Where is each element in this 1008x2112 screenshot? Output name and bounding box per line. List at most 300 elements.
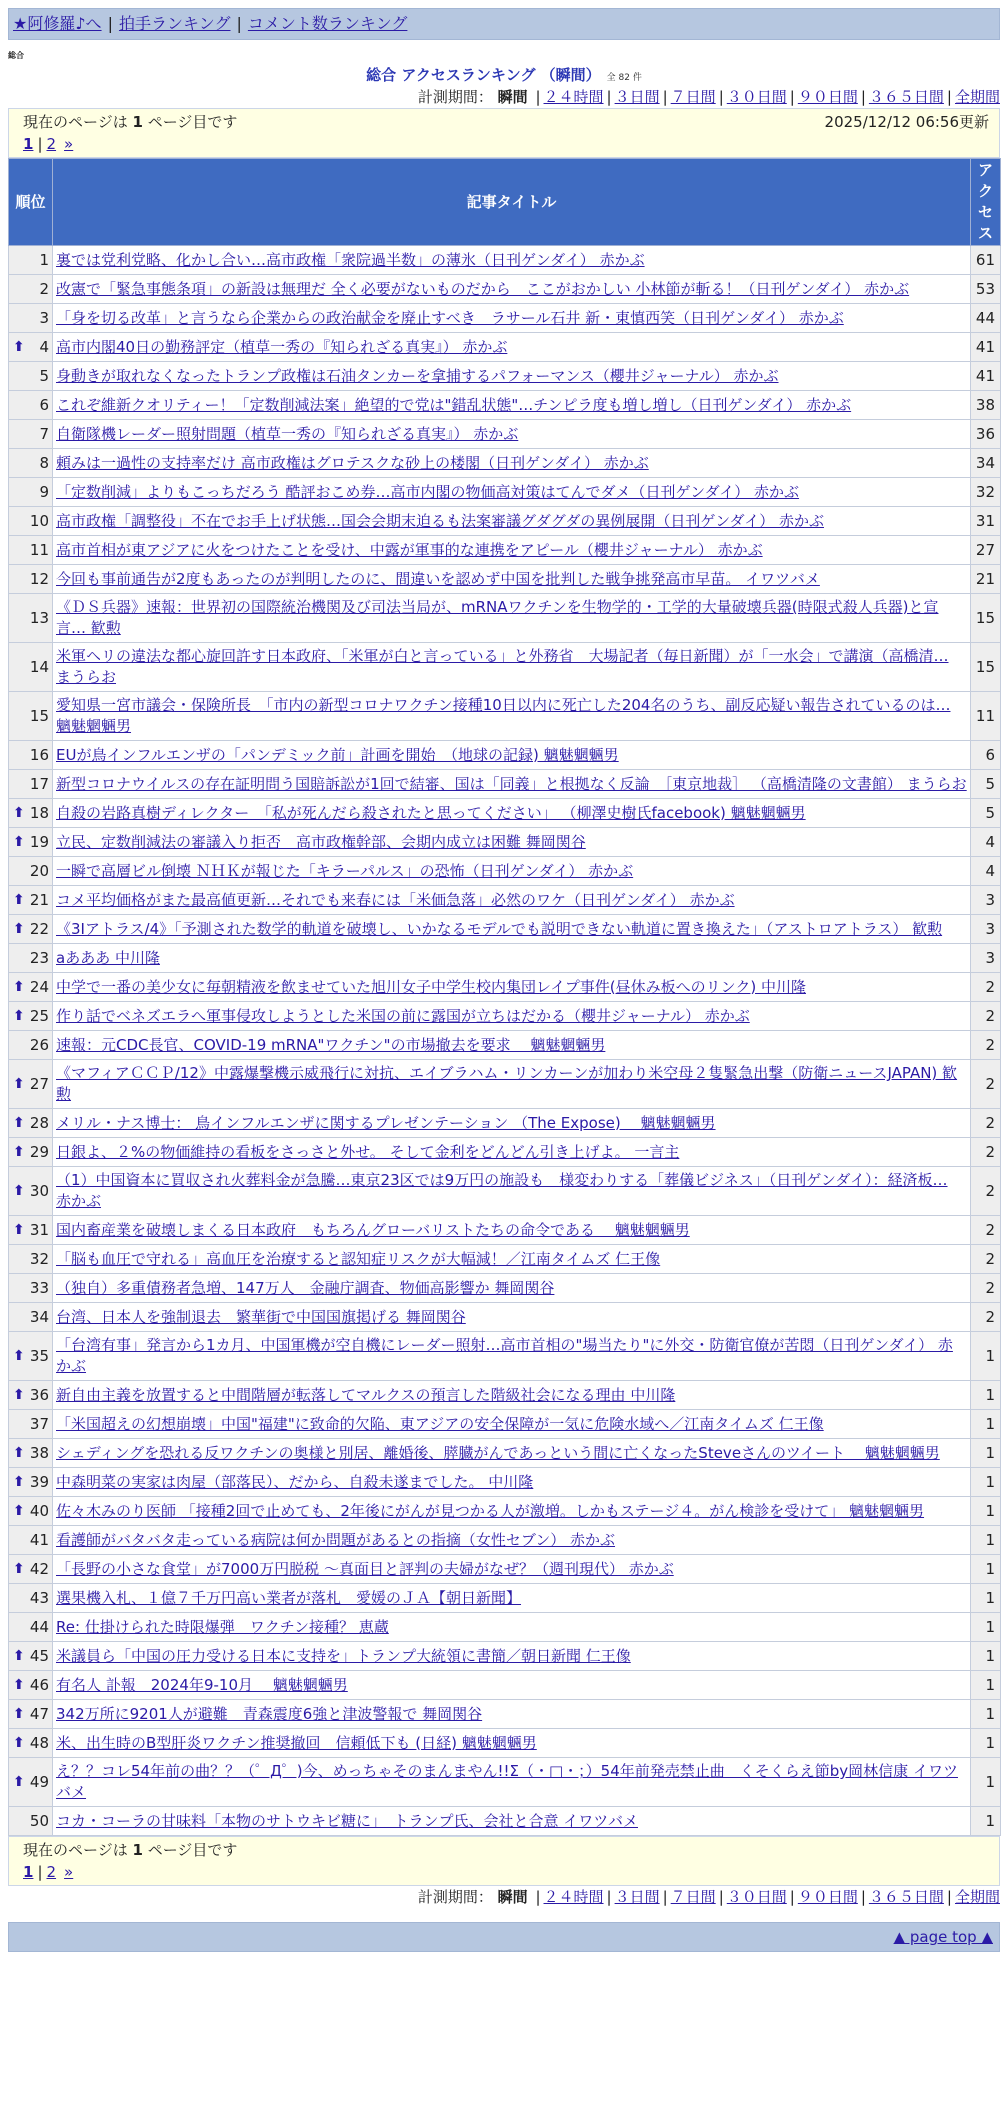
article-link[interactable]: 選果機入札、１億７千万円高い業者が落札 愛媛のＪＡ【朝日新聞】: [56, 1588, 522, 1607]
rank-cell: [9, 1613, 53, 1642]
table-row: [9, 1555, 1001, 1584]
access-count: 2: [971, 1060, 1001, 1109]
rank-number: 14: [29, 657, 49, 676]
title-cell: [53, 799, 971, 828]
rank-cell: [9, 304, 53, 333]
access-count: 1: [971, 1526, 1001, 1555]
article-link[interactable]: 日銀よ、２%の物価維持の看板をさっさと外せ。 そして金利をどんどん引き上げよ。 一言主: [56, 1142, 680, 1161]
article-link[interactable]: 米軍ヘリの違法な都心旋回許す日本政府、「米軍が白と言っている」と外務省 大場記者（毎日新聞）が「一水会」で講演（高橋清… まうらお: [56, 647, 949, 686]
table-row: [9, 692, 1001, 741]
article-link[interactable]: 裏では党利党略、化かし合い…高市政権「衆院過半数」の薄氷（日刊ゲンダイ） 赤かぶ: [56, 250, 645, 269]
access-count: 1: [971, 1729, 1001, 1758]
table-row: [9, 362, 1001, 391]
rank-cell: [9, 1381, 53, 1410]
rank-cell: [9, 362, 53, 391]
period-separator: |: [662, 1888, 668, 1906]
rank-cell: [9, 973, 53, 1002]
access-count: 36: [971, 420, 1001, 449]
period-separator: |: [535, 88, 541, 106]
access-count: 32: [971, 478, 1001, 507]
access-count: 1: [971, 1642, 1001, 1671]
rank-cell: [9, 391, 53, 420]
up-arrow-icon: ⬆: [13, 1386, 25, 1403]
rank-number: 3: [39, 308, 49, 327]
rank-number: 8: [39, 453, 49, 472]
period-selector-bottom: [8, 1886, 1000, 1908]
rank-cell: [9, 1584, 53, 1613]
title-cell: [53, 857, 971, 886]
rank-number: 9: [39, 482, 49, 501]
article-link[interactable]: 「定数削減」よりもこっちだろう 酷評おこめ券…高市内閣の物価高対策はてんでダメ（日刊ゲンダイ） 赤かぶ: [56, 482, 800, 501]
period-option-link[interactable]: ２４時間: [543, 88, 604, 106]
table-row: [9, 1109, 1001, 1138]
home-link[interactable]: ★阿修羅♪へ: [13, 14, 102, 33]
up-arrow-icon: ⬆: [13, 1560, 25, 1577]
rank-cell: [9, 886, 53, 915]
up-arrow-icon: ⬆: [13, 1705, 25, 1722]
rank-number: 35: [29, 1346, 49, 1365]
title-cell: [53, 973, 971, 1002]
rank-number: 36: [29, 1385, 49, 1404]
clap-ranking-link[interactable]: 拍手ランキング: [118, 14, 231, 33]
article-link[interactable]: 作り話でベネズエラへ軍事侵攻しようとした米国の前に露国が立ちはだかる（櫻井ジャーナル） 赤かぶ: [56, 1006, 750, 1025]
period-separator: |: [946, 88, 952, 106]
table-row: [9, 886, 1001, 915]
rank-cell: [9, 1526, 53, 1555]
article-link[interactable]: 頼みは一過性の支持率だけ 高市政権はグロテスクな砂上の楼閣（日刊ゲンダイ） 赤かぶ: [56, 453, 649, 472]
title-cell: [53, 828, 971, 857]
access-count: 41: [971, 333, 1001, 362]
rank-cell: [9, 1245, 53, 1274]
rank-cell: [9, 1138, 53, 1167]
page-link-current[interactable]: 1: [23, 1863, 34, 1881]
up-arrow-icon: ⬆: [13, 1114, 25, 1131]
up-arrow-icon: ⬆: [13, 1444, 25, 1461]
table-row: [9, 1060, 1001, 1109]
period-options: [532, 88, 1000, 106]
title-cell: [53, 915, 971, 944]
title-cell: [53, 1758, 971, 1807]
rank-number: 4: [39, 337, 49, 356]
article-link[interactable]: え？？コレ54年前の曲？？（゜Д゜)今、めっちゃそのまんまやん!!Σ（・□・；）54年前発売禁止曲 くそくらえ節by岡林信康 イワツバメ: [56, 1762, 958, 1801]
access-count: 2: [971, 1167, 1001, 1216]
access-count: 27: [971, 536, 1001, 565]
rank-number: 23: [29, 948, 49, 967]
period-option-link[interactable]: ３６５日間: [868, 1888, 944, 1906]
up-arrow-icon: ⬆: [13, 833, 25, 850]
table-row: [9, 1700, 1001, 1729]
title-cell: [53, 1138, 971, 1167]
article-link[interactable]: 《マフィアＣＣＰ/12》中露爆撃機示威飛行に対抗、エイブラハム・リンカーンが加わり米空母２隻緊急出撃（防衛ニュースJAPAN) 歓勲: [56, 1064, 958, 1103]
article-link[interactable]: 有名人 訃報 2024年9-10月 魑魅魍魎男: [56, 1675, 348, 1694]
title-cell: [53, 246, 971, 275]
title-cell: [53, 420, 971, 449]
rank-number: 48: [29, 1733, 49, 1752]
table-row: [9, 1497, 1001, 1526]
rank-number: 34: [29, 1307, 49, 1326]
up-arrow-icon: ⬆: [13, 338, 25, 355]
page-top-link[interactable]: ▲ page top ▲: [893, 1928, 993, 1946]
article-link[interactable]: 「脳も血圧で守れる」高血圧を治療すると認知症リスクが大幅減！／江南タイムズ 仁王像: [56, 1249, 661, 1268]
article-link[interactable]: 高市首相が東アジアに火をつけたことを受け、中露が軍事的な連携をアピール（櫻井ジャーナル） 赤かぶ: [56, 540, 763, 559]
period-label: 計測期間：: [417, 1888, 493, 1906]
item-count: 全 82 件: [606, 73, 642, 83]
rank-number: 31: [29, 1220, 49, 1239]
access-count: 1: [971, 1807, 1001, 1836]
table-row: [9, 1439, 1001, 1468]
access-count: 31: [971, 507, 1001, 536]
article-link[interactable]: 342万所に9201人が避難 青森震度6強と津波警報で 舞岡関谷: [56, 1704, 483, 1723]
ranking-rows: [9, 246, 1001, 1836]
article-link[interactable]: 国内畜産業を破壊しまくる日本政府 もちろんグローバリストたちの命令である 魑魅魍魎男: [56, 1220, 690, 1239]
table-row: [9, 1245, 1001, 1274]
comment-ranking-link[interactable]: コメント数ランキング: [247, 14, 408, 33]
title-cell: [53, 741, 971, 770]
rank-cell: [9, 1031, 53, 1060]
pager-separator: |: [37, 135, 43, 153]
rank-cell: [9, 1671, 53, 1700]
period-option-link[interactable]: ３０日間: [726, 88, 787, 106]
access-count: 1: [971, 1381, 1001, 1410]
rank-number: 1: [39, 250, 49, 269]
rank-number: 27: [29, 1074, 49, 1093]
rank-number: 15: [29, 706, 49, 725]
article-link[interactable]: 看護師がバタバタ走っている病院は何か問題があるとの指摘（女性セブン） 赤かぶ: [56, 1530, 616, 1549]
table-row: [9, 1216, 1001, 1245]
title-cell: [53, 1497, 971, 1526]
next-page-link[interactable]: »: [64, 135, 74, 153]
access-count: 2: [971, 1138, 1001, 1167]
up-arrow-icon: ⬆: [13, 891, 25, 908]
up-arrow-icon: ⬆: [13, 804, 25, 821]
access-count: 1: [971, 1700, 1001, 1729]
rank-number: 49: [29, 1772, 49, 1791]
period-option-link[interactable]: 全期間: [954, 88, 1000, 106]
title-cell: [53, 391, 971, 420]
article-link[interactable]: 中学で一番の美少女に毎朝精液を飲ませていた旭川女子中学生校内集団レイプ事件(昼休み板へのリンク) 中川隆: [56, 977, 806, 996]
period-separator: |: [718, 1888, 724, 1906]
article-link[interactable]: （1）中国資本に買収され火葬料金が急騰…東京23区では9万円の施設も 様変わりする「葬儀ビジネス」（日刊ゲンダイ）：経済板… 赤かぶ: [56, 1171, 948, 1210]
title-cell: [53, 1613, 971, 1642]
table-row: [9, 1381, 1001, 1410]
article-link[interactable]: 米、出生時のB型肝炎ワクチン推奨撤回 信頼低下も (日経) 魑魅魍魎男: [56, 1733, 537, 1752]
article-link[interactable]: 自衛隊機レーダー照射問題（植草一秀の『知られざる真実』） 赤かぶ: [56, 424, 519, 443]
table-row: [9, 478, 1001, 507]
rank-number: 50: [29, 1811, 49, 1830]
page-link[interactable]: 2: [46, 135, 57, 153]
rank-cell: [9, 1216, 53, 1245]
article-link[interactable]: 「米国超えの幻想崩壊」中国"福建"に致命的欠陥、東アジアの安全保障が一気に危険水域へ／江南タイムズ 仁王像: [56, 1414, 824, 1433]
access-count: 1: [971, 1332, 1001, 1381]
period-option-link[interactable]: ２４時間: [543, 1888, 604, 1906]
title-cell: [53, 1060, 971, 1109]
rank-number: 17: [29, 774, 49, 793]
up-arrow-icon: ⬆: [13, 1676, 25, 1693]
rank-number: 19: [29, 832, 49, 851]
article-link[interactable]: 「身を切る改革」と言うなら企業からの政治献金を廃止すべき ラサール石井 新・東慎西笑（日刊ゲンダイ） 赤かぶ: [56, 308, 844, 327]
article-link[interactable]: 新型コロナウイルスの存在証明問う国賠訴訟が1回で結審、国は「同義」と根拠なく反論 ［東京地裁］ （高橋清隆の文書館） まうらお: [56, 774, 967, 793]
rank-number: 2: [39, 279, 49, 298]
rank-cell: [9, 275, 53, 304]
access-count: 44: [971, 304, 1001, 333]
rank-number: 46: [29, 1675, 49, 1694]
period-option-link[interactable]: ９０日間: [797, 1888, 858, 1906]
title-cell: [53, 449, 971, 478]
rank-cell: [9, 828, 53, 857]
title-cell: [53, 1468, 971, 1497]
page-link[interactable]: 2: [46, 1863, 57, 1881]
title-cell: [53, 1807, 971, 1836]
rank-number: 37: [29, 1414, 49, 1433]
rank-cell: [9, 1439, 53, 1468]
rank-cell: [9, 741, 53, 770]
article-link[interactable]: 新自由主義を放置すると中間階層が転落してマルクスの預言した階級社会になる理由 中川隆: [56, 1385, 676, 1404]
rank-cell: [9, 643, 53, 692]
header-title: 記事タイトル: [53, 159, 971, 246]
table-row: [9, 1332, 1001, 1381]
next-page-link[interactable]: »: [64, 1863, 74, 1881]
rank-number: 43: [29, 1588, 49, 1607]
rank-cell: [9, 449, 53, 478]
rank-number: 12: [29, 569, 49, 588]
rank-cell: [9, 1497, 53, 1526]
rank-cell: [9, 1700, 53, 1729]
up-arrow-icon: ⬆: [13, 1773, 25, 1790]
rank-cell: [9, 507, 53, 536]
article-link[interactable]: 改憲で「緊急事態条項」の新設は無理だ 全く必要がないものだから ここがおかしい 小林節が斬る！（日刊ゲンダイ） 赤かぶ: [56, 279, 910, 298]
period-option-link[interactable]: ３６５日間: [868, 88, 944, 106]
title-cell: [53, 333, 971, 362]
page-title: 総合 アクセスランキング （瞬間）: [366, 66, 601, 84]
article-link[interactable]: 身動きが取れなくなったトランプ政権は石油タンカーを拿捕するパフォーマンス（櫻井ジャーナル） 赤かぶ: [56, 366, 779, 385]
page-link-current[interactable]: 1: [23, 135, 34, 153]
rank-cell: [9, 799, 53, 828]
up-arrow-icon: ⬆: [13, 1007, 25, 1024]
access-count: 5: [971, 799, 1001, 828]
table-row: [9, 1410, 1001, 1439]
title-cell: [53, 565, 971, 594]
period-option-link[interactable]: ３０日間: [726, 1888, 787, 1906]
page-links: [23, 133, 989, 155]
access-count: 1: [971, 1410, 1001, 1439]
period-separator: |: [606, 88, 612, 106]
period-separator: |: [860, 88, 866, 106]
article-link[interactable]: 中森明菜の実家は肉屋（部落民）、だから、自殺未遂までした。 中川隆: [56, 1472, 534, 1491]
article-link[interactable]: 速報：元CDC長官、COVID-19 mRNA"ワクチン"の市場撤去を要求 魑魅魍魎男: [56, 1035, 606, 1054]
table-row: [9, 915, 1001, 944]
article-link[interactable]: 台湾、日本人を強制退去 繁華街で中国国旗掲げる 舞岡関谷: [56, 1307, 466, 1326]
period-label: 計測期間：: [417, 88, 493, 106]
period-separator: |: [860, 1888, 866, 1906]
article-link[interactable]: 米議員ら「中国の圧力受ける日本に支持を」トランプ大統領に書簡／朝日新聞 仁王像: [56, 1646, 631, 1665]
rank-number: 41: [29, 1530, 49, 1549]
rank-number: 20: [29, 861, 49, 880]
title-cell: [53, 1671, 971, 1700]
title-cell: [53, 1216, 971, 1245]
access-count: 1: [971, 1758, 1001, 1807]
rank-number: 30: [29, 1181, 49, 1200]
title-cell: [53, 1245, 971, 1274]
access-count: 1: [971, 1671, 1001, 1700]
table-row: [9, 1807, 1001, 1836]
period-option-link[interactable]: ７日間: [670, 88, 716, 106]
up-arrow-icon: ⬆: [13, 1182, 25, 1199]
rank-number: 22: [29, 919, 49, 938]
table-row: [9, 1002, 1001, 1031]
current-page-text: 現在のページは 1 ページ目です: [23, 113, 238, 131]
up-arrow-icon: ⬆: [13, 1473, 25, 1490]
article-link[interactable]: 「台湾有事」発言から1カ月、中国軍機が空自機にレーダー照射…高市首相の"場当たり"に外交・防衛官僚が苦悶（日刊ゲンダイ） 赤かぶ: [56, 1336, 953, 1375]
period-separator: |: [535, 1888, 541, 1906]
table-row: [9, 944, 1001, 973]
title-cell: [53, 1555, 971, 1584]
rank-cell: [9, 246, 53, 275]
rank-number: 32: [29, 1249, 49, 1268]
rank-cell: [9, 1729, 53, 1758]
access-count: 3: [971, 886, 1001, 915]
header-rank: 順位: [9, 159, 53, 246]
rank-number: 26: [29, 1035, 49, 1054]
article-link[interactable]: コメ平均価格がまた最高値更新…それでも来春には「米価急落」必然のワケ（日刊ゲンダイ） 赤かぶ: [56, 890, 735, 909]
title-cell: [53, 1332, 971, 1381]
rank-cell: [9, 565, 53, 594]
article-link[interactable]: 自殺の岩路真樹ディレクター 「私が死んだら殺されたと思ってください」 （柳澤史樹氏facebook) 魑魅魍魎男: [56, 803, 806, 822]
rank-number: 24: [29, 977, 49, 996]
article-link[interactable]: 佐々木みのり医師 「接種2回で止めても、2年後にがんが見つかる人が激増。しかもステージ４。がん検診を受けて」 魑魅魍魎男: [56, 1501, 925, 1520]
rank-number: 39: [29, 1472, 49, 1491]
article-link[interactable]: 一瞬で高層ビル倒壊 ＮＨＫが報じた「キラーパルス」の恐怖（日刊ゲンダイ） 赤かぶ: [56, 861, 634, 880]
access-count: 2: [971, 1002, 1001, 1031]
period-option-link[interactable]: 全期間: [954, 1888, 1000, 1906]
rank-cell: [9, 1332, 53, 1381]
access-count: 4: [971, 828, 1001, 857]
period-selector-top: [8, 86, 1000, 108]
title-cell: [53, 478, 971, 507]
title-cell: [53, 1700, 971, 1729]
nav-separator: |: [107, 14, 113, 33]
rank-cell: [9, 1002, 53, 1031]
access-count: 2: [971, 973, 1001, 1002]
article-link[interactable]: EUが鳥インフルエンザの「パンデミック前」計画を開始 （地球の記録) 魑魅魍魎男: [56, 745, 619, 764]
title-cell: [53, 1031, 971, 1060]
rank-cell: [9, 944, 53, 973]
header-access: アクセス: [971, 159, 1001, 246]
rank-cell: [9, 1060, 53, 1109]
title-cell: [53, 1584, 971, 1613]
table-row: [9, 449, 1001, 478]
up-arrow-icon: ⬆: [13, 1647, 25, 1664]
period-option-link[interactable]: ７日間: [670, 1888, 716, 1906]
title-cell: [53, 507, 971, 536]
rank-number: 16: [29, 745, 49, 764]
article-link[interactable]: 高市政権「調整役」不在でお手上げ状態…国会会期末迫るも法案審議グダグダの異例展開（日刊ゲンダイ） 赤かぶ: [56, 511, 824, 530]
up-arrow-icon: ⬆: [13, 1502, 25, 1519]
rank-number: 33: [29, 1278, 49, 1297]
access-count: 1: [971, 1468, 1001, 1497]
article-link[interactable]: 今回も事前通告が2度もあったのが判明したのに、間違いを認めず中国を批判した戦争挑発高市早苗。 イワツバメ: [56, 569, 820, 588]
table-row: [9, 1613, 1001, 1642]
access-count: 1: [971, 1497, 1001, 1526]
table-row: [9, 1274, 1001, 1303]
access-count: 2: [971, 1109, 1001, 1138]
access-count: 2: [971, 1274, 1001, 1303]
article-link[interactable]: 高市内閣40日の勤務評定（植草一秀の『知られざる真実』） 赤かぶ: [56, 337, 508, 356]
article-link[interactable]: これぞ維新クオリティー！「定数削減法案」絶望的で党は"錯乱状態"…チンピラ度も増し増し（日刊ゲンダイ） 赤かぶ: [56, 395, 852, 414]
access-count: 34: [971, 449, 1001, 478]
rank-number: 7: [39, 424, 49, 443]
ranking-table: [8, 158, 1001, 1836]
article-link[interactable]: （独自）多重債務者急増、147万人 金融庁調査、物価高影響か 舞岡関谷: [56, 1278, 555, 1297]
table-row: [9, 420, 1001, 449]
table-row: [9, 799, 1001, 828]
period-option-link[interactable]: ３日間: [614, 88, 660, 106]
table-row: [9, 246, 1001, 275]
period-option-link[interactable]: ９０日間: [797, 88, 858, 106]
table-row: [9, 333, 1001, 362]
access-count: 41: [971, 362, 1001, 391]
top-nav: [8, 8, 1000, 40]
article-link[interactable]: 《ＤＳ兵器》速報：世界初の国際統治機関及び司法当局が、mRNAワクチンを生物学的・工学的大量破壊兵器(時限式殺人兵器)と宣言… 歓勲: [56, 598, 939, 637]
rank-number: 18: [29, 803, 49, 822]
article-link[interactable]: 《3Iアトラス/4》「予測された数学的軌道を破壊し、いかなるモデルでも説明できない軌道に置き換えた」（アストロアトラス） 歓勲: [56, 919, 943, 938]
rank-cell: [9, 692, 53, 741]
title-cell: [53, 643, 971, 692]
updated-time: 2025/12/12 06:56更新: [824, 113, 989, 131]
up-arrow-icon: ⬆: [13, 1347, 25, 1364]
article-link[interactable]: コカ・コーラの甘味料「本物のサトウキビ糖に」 トランプ氏、会社と合意 イワツバメ: [56, 1811, 638, 1830]
access-count: 15: [971, 643, 1001, 692]
pager-separator: |: [37, 1863, 43, 1881]
article-link[interactable]: Re: 仕掛けられた時限爆弾 ワクチン接種？ 恵蔵: [56, 1617, 389, 1636]
table-row: [9, 1303, 1001, 1332]
up-arrow-icon: ⬆: [13, 920, 25, 937]
table-row: [9, 1671, 1001, 1700]
article-link[interactable]: 「長野の小さな食堂」が7000万円脱税 ～真面目と評判の夫婦がなぜ？（週刊現代） 赤かぶ: [56, 1559, 674, 1578]
access-count: 5: [971, 770, 1001, 799]
access-count: 2: [971, 1245, 1001, 1274]
rank-number: 45: [29, 1646, 49, 1665]
title-cell: [53, 1303, 971, 1332]
table-row: [9, 1758, 1001, 1807]
access-count: 4: [971, 857, 1001, 886]
rank-number: 13: [29, 608, 49, 627]
access-count: 2: [971, 1303, 1001, 1332]
title-cell: [53, 1642, 971, 1671]
rank-cell: [9, 1758, 53, 1807]
table-row: [9, 1167, 1001, 1216]
period-option-link[interactable]: ３日間: [614, 1888, 660, 1906]
article-link[interactable]: シェディングを恐れる反ワクチンの奥様と別居、離婚後、膵臓がんであっという間に亡くなったSteveさんのツイート 魑魅魍魎男: [56, 1443, 940, 1462]
title-cell: [53, 1109, 971, 1138]
title-cell: [53, 886, 971, 915]
up-arrow-icon: ⬆: [13, 1143, 25, 1160]
table-header: [9, 159, 1001, 246]
article-link[interactable]: メリル・ナス博士： 鳥インフルエンザに関するプレゼンテーション （The Expose) 魑魅魍魎男: [56, 1113, 716, 1132]
rank-number: 28: [29, 1113, 49, 1132]
table-row: [9, 507, 1001, 536]
rank-number: 6: [39, 395, 49, 414]
rank-number: 25: [29, 1006, 49, 1025]
title-cell: [53, 362, 971, 391]
access-count: 15: [971, 594, 1001, 643]
period-separator: |: [789, 1888, 795, 1906]
article-link[interactable]: 愛知県一宮市議会・保険所長 「市内の新型コロナワクチン接種10日以内に死亡した204名のうち、副反応疑い報告されているのは… 魑魅魍魎男: [56, 696, 951, 735]
article-link[interactable]: 立民、定数削減法の審議入り拒否 高市政権幹部、会期内成立は困難 舞岡関谷: [56, 832, 586, 851]
table-row: [9, 1584, 1001, 1613]
article-link[interactable]: aあああ 中川隆: [56, 948, 160, 967]
rank-cell: [9, 770, 53, 799]
rank-cell: [9, 1642, 53, 1671]
